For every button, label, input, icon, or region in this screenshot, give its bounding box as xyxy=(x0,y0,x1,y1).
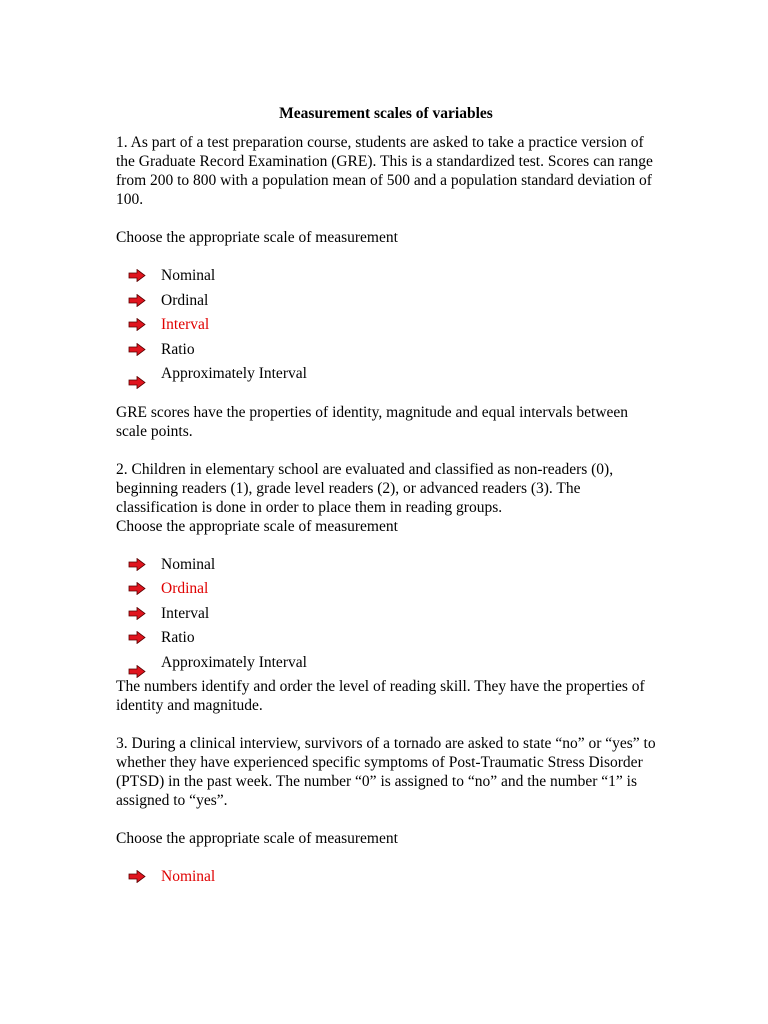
document-page xyxy=(116,104,656,892)
red-arrow-icon xyxy=(128,870,146,883)
question-2-prompt: Choose the appropriate scale of measurement xyxy=(116,517,398,535)
option-label: Ratio xyxy=(161,340,195,358)
question-3-options xyxy=(116,867,656,886)
option-label: Ratio xyxy=(161,629,195,646)
question-1-explanation: GRE scores have the properties of identity, magnitude and equal intervals between scale points. xyxy=(116,403,629,440)
option-ratio[interactable] xyxy=(116,340,331,359)
option-approximately-interval[interactable] xyxy=(116,364,331,383)
red-arrow-icon xyxy=(128,376,146,389)
red-arrow-icon xyxy=(128,343,146,356)
red-arrow-icon xyxy=(128,269,146,282)
option-label: Nominal xyxy=(161,267,216,284)
red-arrow-icon xyxy=(128,607,146,620)
option-nominal[interactable] xyxy=(116,555,331,574)
red-arrow-icon xyxy=(128,294,146,307)
option-label: Interval xyxy=(161,604,210,622)
question-1-prompt: Choose the appropriate scale of measurement xyxy=(116,229,398,246)
red-arrow-icon xyxy=(128,631,146,644)
question-1-options xyxy=(116,266,656,383)
red-arrow-icon xyxy=(128,318,146,331)
option-label-correct: Nominal xyxy=(161,868,216,885)
red-arrow-icon xyxy=(128,582,146,595)
option-approximately-interval[interactable] xyxy=(116,653,331,672)
red-arrow-icon xyxy=(128,665,146,678)
option-ordinal[interactable] xyxy=(116,291,331,310)
option-label: Approximately Interval xyxy=(161,653,307,671)
page-title: Measurement scales of variables xyxy=(279,105,493,122)
question-1-text: 1. As part of a test preparation course, students are asked to take a practice version of the Graduate Record Examination (GRE). This is a standardized test. Scores can range from 200 to 800 with a population mean of 500 and a population standard deviation of 100. xyxy=(116,134,653,208)
option-label-correct: Ordinal xyxy=(161,580,209,597)
option-label: Approximately Interval xyxy=(161,365,307,382)
option-label-correct: Interval xyxy=(161,316,210,333)
red-arrow-icon xyxy=(128,558,146,571)
question-3-text: 3. During a clinical interview, survivors of a tornado are asked to state “no” or “yes” to whether they have experienced specific symptoms of Post-Traumatic Stress Disorder (PTSD) in the past week. The number “0” is assigned to “no” and the number “1” is assigned to “yes”. xyxy=(116,735,656,809)
option-label: Nominal xyxy=(161,555,216,573)
option-ratio[interactable] xyxy=(116,628,331,647)
option-interval[interactable] xyxy=(116,604,331,623)
option-nominal[interactable] xyxy=(116,867,331,886)
question-2-text: 2. Children in elementary school are evaluated and classified as non-readers (0), beginning readers (1), grade level readers (2), or advanced readers (3). The classification is done in order to place them in reading groups. xyxy=(116,460,614,516)
option-label: Ordinal xyxy=(161,291,209,309)
question-2-explanation: The numbers identify and order the level of reading skill. They have the properties of identity and magnitude. xyxy=(116,678,645,714)
question-3-prompt: Choose the appropriate scale of measurement xyxy=(116,830,398,847)
question-2-options xyxy=(116,555,656,672)
option-ordinal[interactable] xyxy=(116,579,331,598)
option-nominal[interactable] xyxy=(116,266,331,285)
option-interval[interactable] xyxy=(116,315,331,334)
